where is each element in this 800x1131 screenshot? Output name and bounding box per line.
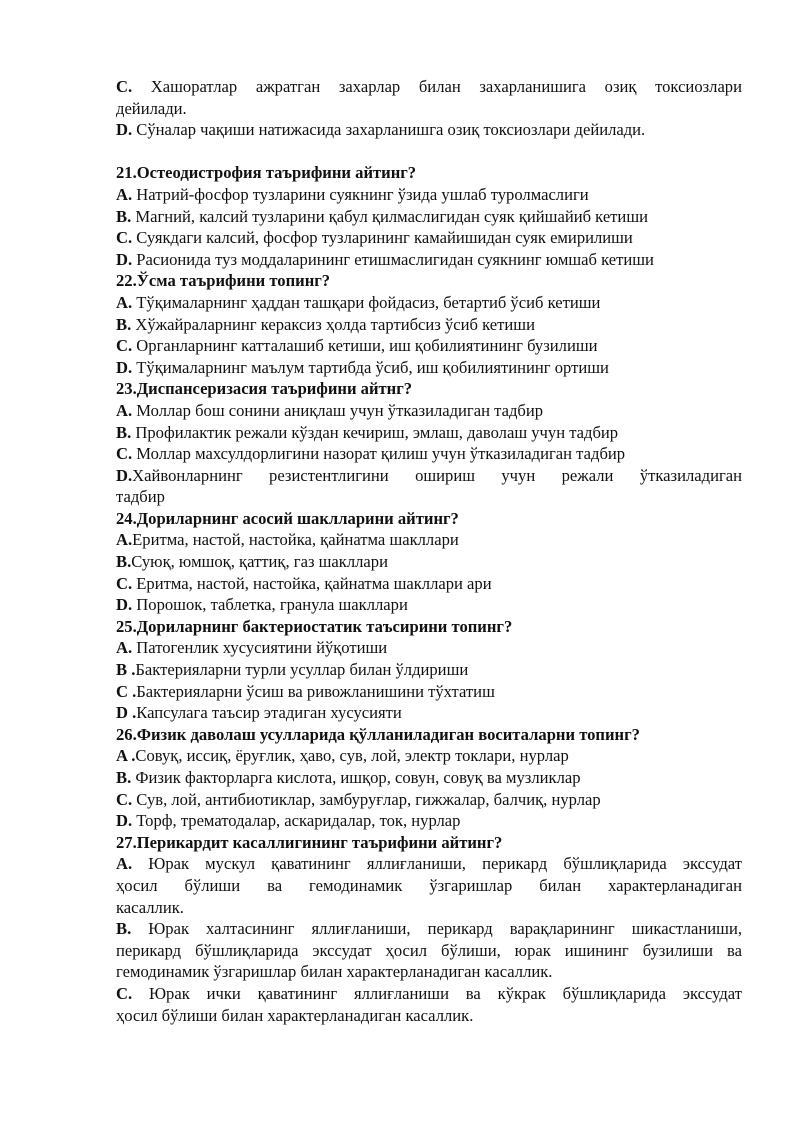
question-heading: 23.Диспансеризасия таърифини айтнг? [116,379,413,399]
answer-label: D. [116,595,133,615]
answer-line [116,659,742,681]
answer-label: B. [116,919,132,939]
answer-line [116,119,742,141]
answer-text: Суюқ, юмшоқ, қаттиқ, газ шакллари [131,552,388,572]
answer-line [116,465,742,487]
answer-label: B. [116,552,132,572]
answer-line [116,98,742,120]
answer-label: B. [116,768,132,787]
answer-text: перикард бўшлиқларида экссудат ҳосил бўлиши, юрак ишининг бузилиши ва [116,940,742,960]
answer-text: Тўқималарнинг ҳаддан ташқари фойдасиз, бетартиб ўсиб кетиши [132,292,601,312]
answer-text: Еритма, настой, настойка, қайнатма шакллари ари [132,573,492,593]
answer-line [116,594,742,616]
answer-line [116,551,742,573]
answer-line [116,1005,742,1027]
answer-line [116,681,742,703]
answer-text: тадбир [116,487,165,507]
answer-text: Бактерияларни турли усуллар билан ўлдириши [135,660,469,680]
answer-text: Бактерияларни ўсиш ва ривожланишини тўхтатиш [136,681,495,701]
answer-text: Профилактик режали кўздан кечириш, эмлаш, даволаш учун тадбир [131,422,619,442]
answer-line [116,400,742,422]
answer-line [116,314,742,336]
question-heading: 22.Ўсма таърифини топинг? [116,271,331,291]
answer-label: B. [116,206,132,226]
answer-text: Моллар махсулдорлигини назорат қилиш учун ўтказиладиган тадбир [132,444,626,464]
answer-line [116,767,742,789]
answer-label: A. [116,400,133,420]
answer-line [116,357,742,379]
answer-text: Сўналар чақиши натижасида захарланишга озиқ токсиозлари дейилади. [132,120,646,140]
answer-label: C. [116,983,133,1003]
answer-text: Патогенлик хусусиятини йўқотиши [132,638,388,658]
question-heading: 24.Дориларнинг асосий шаклларини айтинг? [116,508,459,528]
answer-text: гемодинамик ўзгаришлар билан характерланадиган касаллик. [116,962,553,982]
question-heading: 21.Остеодистрофия таърифини айтинг? [116,163,417,183]
answer-text: Натрий-фосфор тузларини суякнинг ўзида ушлаб туролмаслиги [132,184,589,204]
answer-line [116,789,742,811]
answer-text: Капсулага таъсир этадиган хусусияти [136,703,402,723]
answer-line [116,875,742,897]
answer-line [116,443,742,465]
answer-line [116,940,742,962]
question-heading: 26.Физик даволаш усулларида қўлланиладиган воситаларни топинг? [116,724,640,744]
answer-text: Моллар бош сонини аниқлаш учун ўтказиладиган тадбир [132,400,544,420]
document-page [116,76,742,1026]
answer-label: A. [116,638,133,658]
answer-label: D. [116,120,133,140]
answer-text: Магний, калсий тузларини қабул қилмаслигидан суяк қийшайиб кетиши [131,206,648,226]
answer-label: B. [116,422,132,442]
answer-label: A. [116,530,133,550]
answer-line [116,983,742,1005]
spacer [116,141,742,163]
answer-label: A. [116,854,133,874]
answer-label: B . [116,660,136,680]
answer-line [116,918,742,940]
answer-line [116,897,742,919]
answer-text: Юрак халтасининг яллиғланиши, перикард варақларининг шикастланиши, [131,919,742,939]
answer-line [116,529,742,551]
answer-text: Торф, трематодалар, аскаридалар, ток, нурлар [132,811,461,831]
answer-label: D . [116,703,137,723]
answer-text: ҳосил бўлиши билан характерланадиган касаллик. [116,1005,474,1025]
answer-label: C. [116,77,133,96]
answer-text: Еритма, настой, настойка, қайнатма шакллари [132,530,459,550]
answer-line [116,810,742,832]
answer-label: B. [116,314,132,334]
question-heading: 27.Перикардит касаллигининг таърифини айтинг? [116,832,503,852]
answer-line [116,184,742,206]
answer-text: Хашоратлар ажратган захарлар билан захарланишига озиқ токсиозлари [132,77,742,96]
answer-text: касаллик. [116,897,184,917]
answer-label: C. [116,336,133,356]
answer-line [116,292,742,314]
answer-line [116,335,742,357]
answer-line [116,637,742,659]
answer-text: Физик факторларга кислота, ишқор, совун, совуқ ва музликлар [131,768,581,787]
answer-label: C . [116,681,137,701]
answer-text: Хўжайраларнинг керaксиз ҳолда тартибсиз ўсиб кетиши [131,314,535,334]
answer-text: Юрак ички қаватининг яллиғланиши ва кўкрак бўшлиқларида экссудат [132,983,742,1003]
question-heading: 25.Дориларнинг бактериостатик таъсирини топинг? [116,616,513,636]
answer-label: A. [116,184,133,204]
answer-line [116,249,742,271]
answer-line [116,206,742,228]
answer-label: C. [116,789,133,809]
answer-label: C. [116,228,133,248]
answer-text: Органларнинг катталашиб кетиши, иш қобилиятининг бузилиши [132,336,598,356]
answer-line [116,702,742,724]
answer-line [116,745,742,767]
answer-line [116,853,742,875]
answer-line [116,573,742,595]
answer-label: D. [116,811,133,831]
answer-label: D. [116,249,133,269]
answer-text: дейилади. [116,98,187,118]
answer-text: Хайвонларнинг резистентлигини ошириш учун режали ўтказиладиган [132,465,742,485]
answer-label: A. [116,292,133,312]
answer-text: Порошок, таблетка, гранула шакллари [132,595,408,615]
answer-text: Суякдаги калсий, фосфор тузларининг камайишидан суяк емирилиши [132,228,633,248]
answer-text: Совуқ, иссиқ, ёруғлик, ҳаво, сув, лой, электр токлари, нурлар [135,746,569,766]
answer-text: ҳосил бўлиши ва гемодинамик ўзгаришлар билан характерланадиган [116,875,742,895]
answer-text: Сув, лой, антибиотиклар, замбуруғлар, гижжалар, балчиқ, нурлар [132,789,601,809]
answer-label: D. [116,357,133,377]
answer-text: Расионида туз моддаларининг етишмаслигидан суякнинг юмшаб кетиши [132,249,654,269]
answer-label: D. [116,465,133,485]
answer-text: Юрак мускул қаватининг яллиғланиши, перикард бўшлиқларида экссудат [132,854,742,874]
answer-text: Тўқималарнинг маълум тартибда ўсиб, иш қобилиятининг ортиши [132,357,609,377]
answer-line [116,486,742,508]
answer-label: C. [116,573,133,593]
answer-line [116,422,742,444]
answer-line [116,227,742,249]
answer-line [116,961,742,983]
answer-label: A . [116,746,136,766]
answer-label: C. [116,444,133,464]
answer-line [116,76,742,98]
